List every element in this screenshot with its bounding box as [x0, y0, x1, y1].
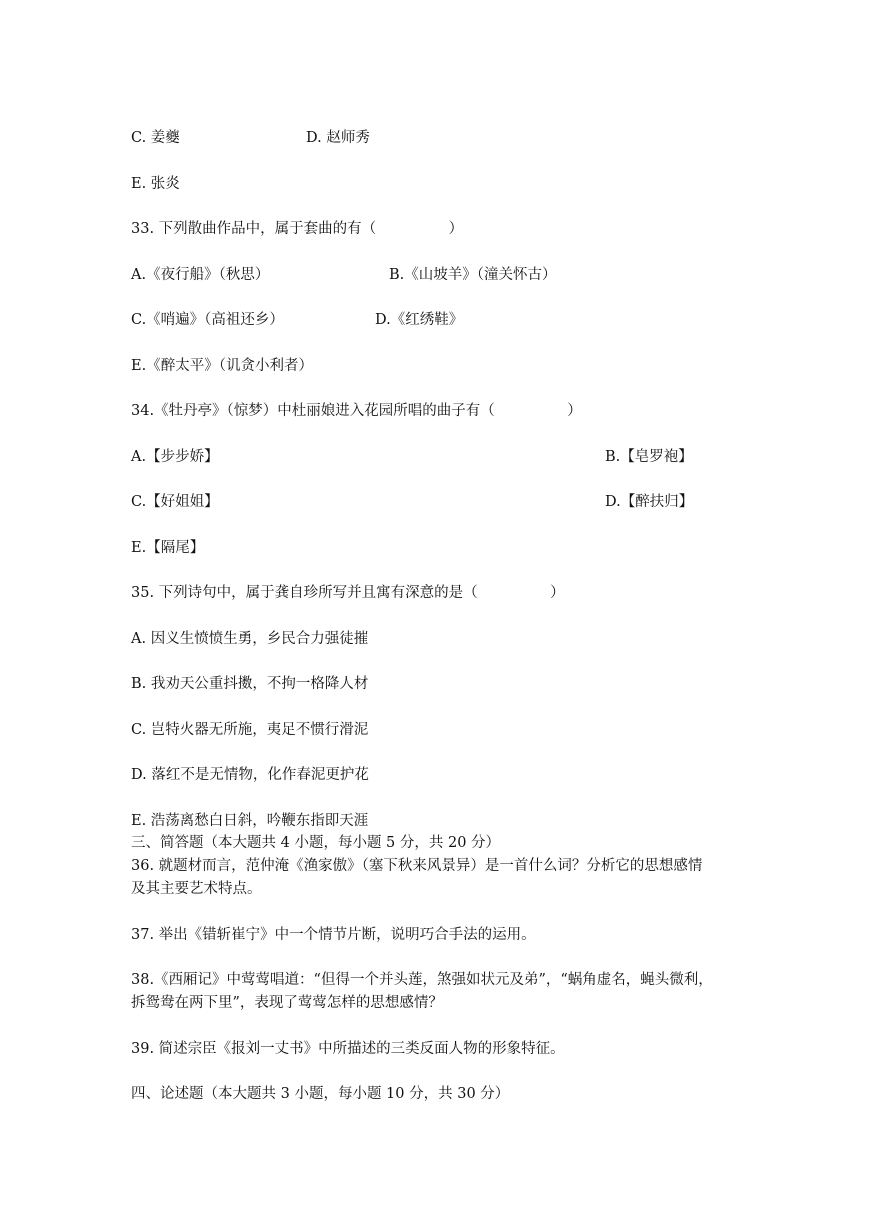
- q34-option-c: C.【好姐姐】: [131, 494, 219, 510]
- section-4-heading: 四、论述题（本大题共 3 小题，每小题 10 分，共 30 分）: [131, 1086, 510, 1102]
- q35-option-d: D. 落红不是无情物，化作春泥更护花: [131, 767, 369, 783]
- q32-option-c: C. 姜夔: [131, 130, 180, 146]
- q34-option-e: E.【隔尾】: [131, 540, 205, 556]
- q34-option-a: A.【步步娇】: [131, 449, 219, 465]
- q35-option-e: E. 浩荡离愁白日斜，吟鞭东指即天涯: [131, 813, 369, 829]
- q33-option-b: B.《山坡羊》（潼关怀古）: [389, 267, 557, 283]
- q35-stem: 35. 下列诗句中，属于龚自珍所写并且寓有深意的是（ ）: [131, 585, 565, 601]
- q32-option-e: E. 张炎: [131, 176, 180, 192]
- q35-option-b: B. 我劝天公重抖擞，不拘一格降人材: [131, 676, 369, 692]
- q38-line-1: 38.《西厢记》中莺莺唱道：“但得一个并头莲，煞强如状元及弟”，“蜗角虚名，蝇头微利，: [131, 972, 713, 988]
- q33-stem: 33. 下列散曲作品中，属于套曲的有（ ）: [131, 221, 464, 237]
- q36-line-2: 及其主要艺术特点。: [131, 881, 262, 897]
- q32-option-d: D. 赵师秀: [306, 130, 370, 146]
- q34-option-d: D.【醉扶归】: [605, 494, 694, 510]
- section-3-heading: 三、简答题（本大题共 4 小题，每小题 5 分，共 20 分）: [131, 835, 501, 851]
- q33-option-c: C.《哨遍》（高祖还乡）: [131, 312, 284, 328]
- q34-option-b: B.【皂罗袍】: [605, 449, 693, 465]
- q35-option-c: C. 岂特火器无所施，夷足不惯行滑泥: [131, 722, 369, 738]
- q33-option-e: E.《醉太平》（讥贪小利者）: [131, 358, 313, 374]
- q33-option-a: A.《夜行船》（秋思）: [131, 267, 270, 283]
- q35-option-a: A. 因义生愤愤生勇，乡民合力强徒摧: [131, 631, 369, 647]
- q34-stem: 34.《牡丹亭》（惊梦）中杜丽娘进入花园所唱的曲子有（ ）: [131, 403, 582, 419]
- q38-line-2: 拆鸳鸯在两下里”，表现了莺莺怎样的思想感情？: [131, 995, 443, 1011]
- q36-line-1: 36. 就题材而言，范仲淹《渔家傲》（塞下秋来风景异）是一首什么词？分析它的思想感情: [131, 858, 703, 874]
- q37: 37. 举出《错斩崔宁》中一个情节片断，说明巧合手法的运用。: [131, 927, 536, 943]
- q39: 39. 简述宗臣《报刘一丈书》中所描述的三类反面人物的形象特征。: [131, 1041, 565, 1057]
- q33-option-d: D.《红绣鞋》: [375, 312, 464, 328]
